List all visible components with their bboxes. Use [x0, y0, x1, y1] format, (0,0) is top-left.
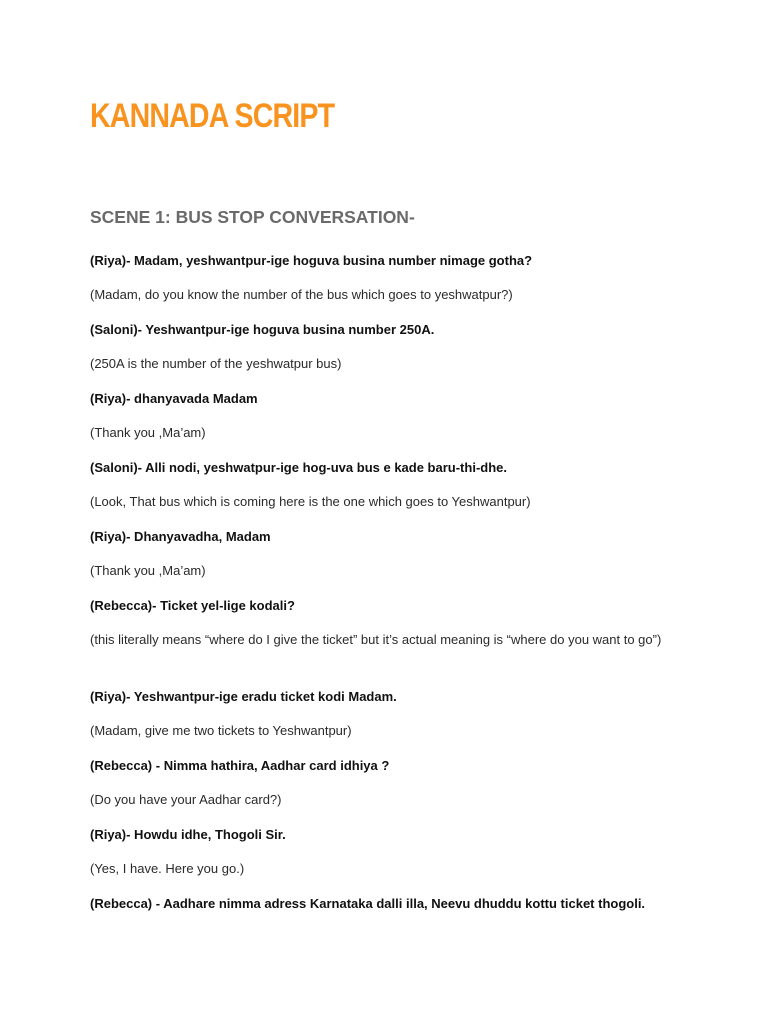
dialogue-line: (Rebecca)- Ticket yel-lige kodali? [90, 598, 295, 613]
translation-line: (Thank you ,Ma’am) [90, 425, 206, 440]
dialogue-line: (Riya)- dhanyavada Madam [90, 391, 258, 406]
document-title: KANNADA SCRIPT [90, 97, 335, 135]
scene-heading: SCENE 1: BUS STOP CONVERSATION- [90, 207, 415, 227]
translation-line: (Do you have your Aadhar card?) [90, 792, 282, 807]
translation-line: (this literally means “where do I give the ticket” but it’s actual meaning is “where do you want to go”) [90, 632, 662, 647]
translation-line: (Madam, give me two tickets to Yeshwantpur) [90, 723, 352, 738]
translation-line: (Look, That bus which is coming here is the one which goes to Yeshwantpur) [90, 494, 531, 509]
dialogue-line: (Riya)- Howdu idhe, Thogoli Sir. [90, 827, 286, 842]
dialogue-line: (Rebecca) - Nimma hathira, Aadhar card idhiya ? [90, 758, 390, 773]
dialogue-line: (Saloni)- Yeshwantpur-ige hoguva busina number 250A. [90, 322, 435, 337]
dialogue-line: (Rebecca) - Aadhare nimma adress Karnataka dalli illa, Neevu dhuddu kottu ticket thogoli. [90, 896, 646, 911]
dialogue-line: (Riya)- Madam, yeshwantpur-ige hoguva busina number nimage gotha? [90, 253, 533, 268]
translation-line: (Thank you ,Ma’am) [90, 563, 206, 578]
translation-line: (250A is the number of the yeshwatpur bus) [90, 356, 342, 371]
translation-line: (Yes, I have. Here you go.) [90, 861, 245, 876]
translation-line: (Madam, do you know the number of the bus which goes to yeshwatpur?) [90, 287, 513, 302]
dialogue-line: (Riya)- Dhanyavadha, Madam [90, 529, 271, 544]
dialogue-line: (Riya)- Yeshwantpur-ige eradu ticket kodi Madam. [90, 689, 397, 704]
dialogue-line: (Saloni)- Alli nodi, yeshwatpur-ige hog-uva bus e kade baru-thi-dhe. [90, 460, 507, 475]
